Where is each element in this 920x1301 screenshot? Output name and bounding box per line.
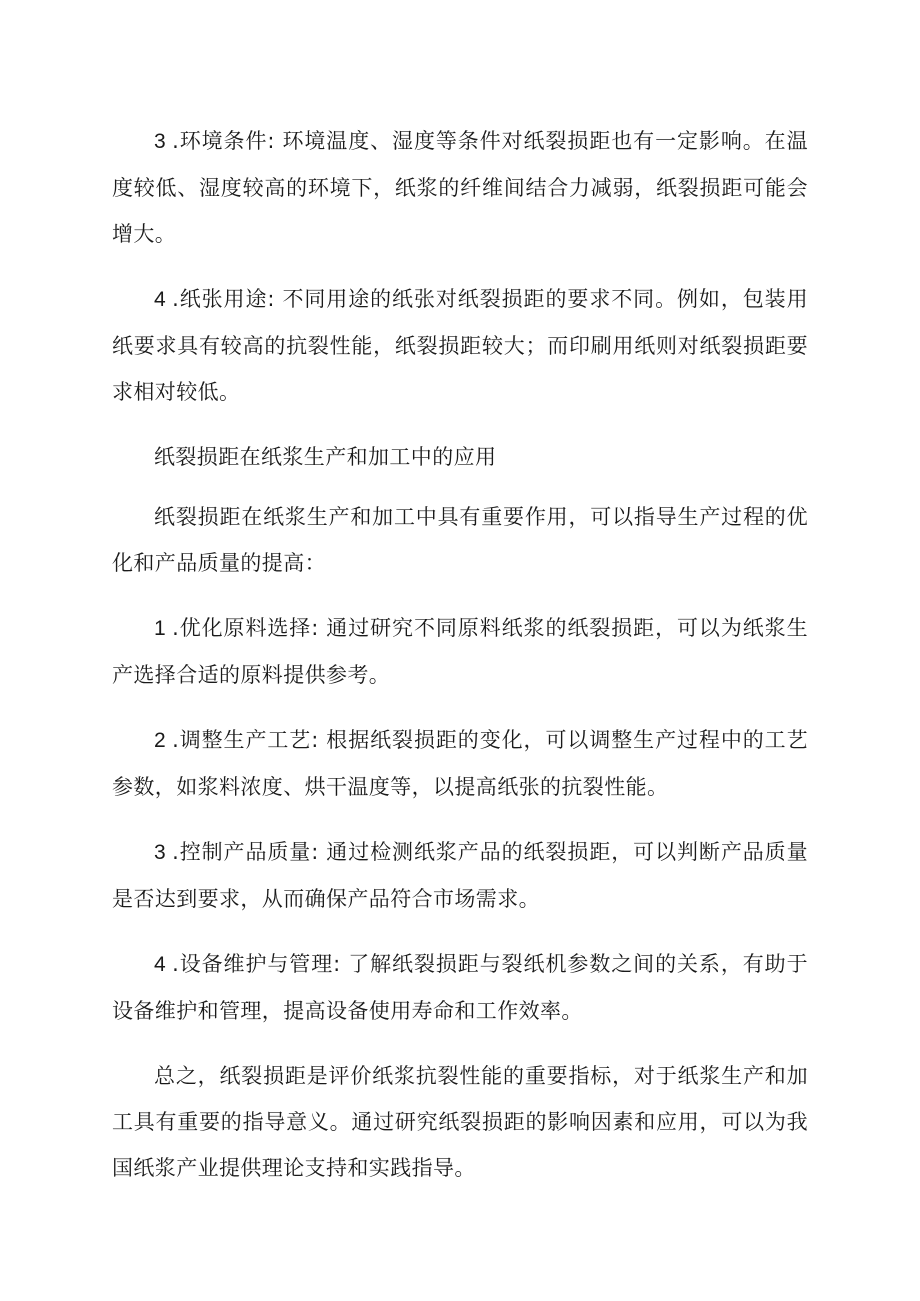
paragraph-text: .设备维护与管理: 了解纸裂损距与裂纸机参数之间的关系，有助于设备维护和管理，提高设备使用寿命和工作效率。 xyxy=(112,952,808,1023)
paragraph-text: .纸张用途: 不同用途的纸张对纸裂损距的要求不同。例如，包装用纸要求具有较高的抗裂性能，纸裂损距较大；而印刷用纸则对纸裂损距要求相对较低。 xyxy=(112,287,808,404)
paragraph-quality-control xyxy=(112,829,808,922)
paragraph-paper-usage xyxy=(112,276,808,415)
item-number: 4 xyxy=(154,288,167,311)
item-number: 1 xyxy=(154,617,167,640)
section-heading xyxy=(112,434,808,480)
paragraph-optimize-materials xyxy=(112,605,808,698)
paragraph-text: 纸裂损距在纸浆生产和加工中具有重要作用，可以指导生产过程的优化和产品质量的提高： xyxy=(112,505,808,575)
heading-text: 纸裂损距在纸浆生产和加工中的应用 xyxy=(154,445,497,469)
paragraph-adjust-process xyxy=(112,717,808,810)
item-number: 3 xyxy=(154,841,167,864)
item-number: 4 xyxy=(154,953,167,976)
paragraph-text: .控制产品质量: 通过检测纸浆产品的纸裂损距，可以判断产品质量是否达到要求，从而确保产品符合市场需求。 xyxy=(112,840,808,911)
paragraph-text: .优化原料选择: 通过研究不同原料纸浆的纸裂损距，可以为纸浆生产选择合适的原料提供参考。 xyxy=(112,616,808,687)
item-number: 3 xyxy=(154,130,167,153)
paragraph-conclusion xyxy=(112,1053,808,1191)
paragraph-intro xyxy=(112,494,808,586)
paragraph-text: .调整生产工艺: 根据纸裂损距的变化，可以调整生产过程中的工艺参数，如浆料浓度、烘干温度等，以提高纸张的抗裂性能。 xyxy=(112,728,808,799)
paragraph-equipment-maintenance xyxy=(112,941,808,1034)
paragraph-text: .环境条件: 环境温度、湿度等条件对纸裂损距也有一定影响。在温度较低、湿度较高的环境下，纸浆的纤维间结合力减弱，纸裂损距可能会增大。 xyxy=(112,129,808,246)
paragraph-environment-conditions xyxy=(112,118,808,257)
paragraph-text: 总之，纸裂损距是评价纸浆抗裂性能的重要指标，对于纸浆生产和加工具有重要的指导意义。通过研究纸裂损距的影响因素和应用，可以为我国纸浆产业提供理论支持和实践指导。 xyxy=(112,1064,808,1180)
item-number: 2 xyxy=(154,729,167,752)
